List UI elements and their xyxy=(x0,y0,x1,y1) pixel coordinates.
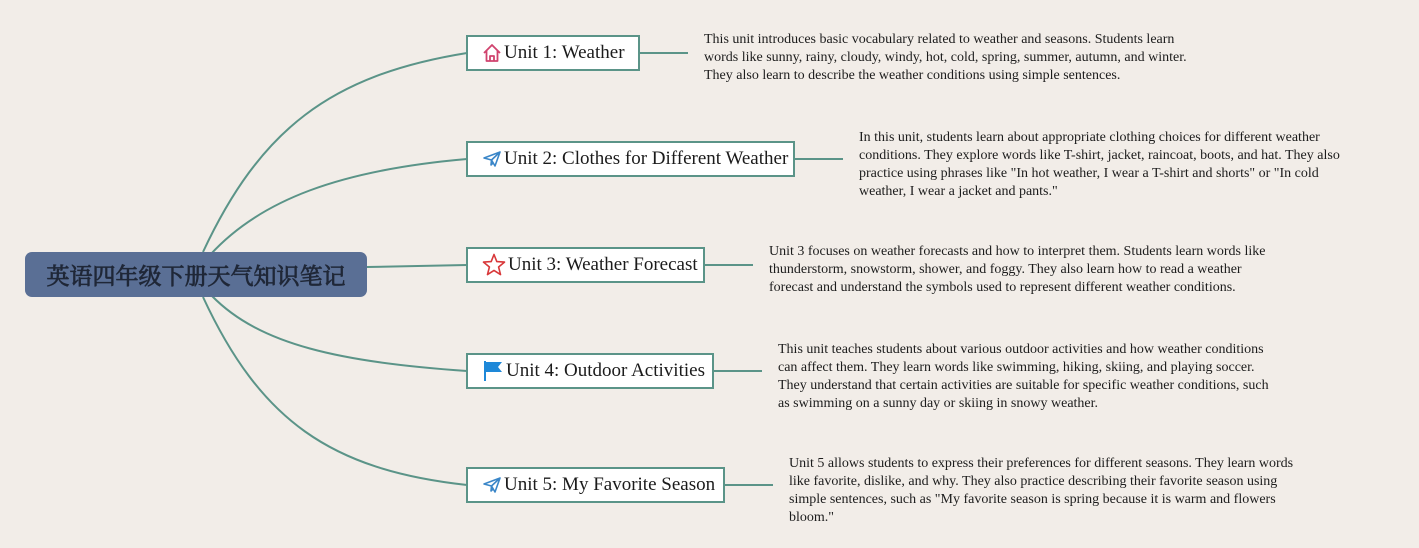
note-unit-5: Unit 5 allows students to express their preferences for different seasons. They learn words like favorite, dislike, and why. They also practice describing their favorite season using simple sentences, such as "My favorite season is spring because it is warm and flowers bloom." xyxy=(789,456,1294,525)
branch-line-unit-3 xyxy=(367,265,467,267)
topic-label: Unit 3: Weather Forecast xyxy=(508,254,698,275)
flag-icon xyxy=(482,359,504,383)
topic-unit-2[interactable] xyxy=(466,141,795,177)
root-topic[interactable] xyxy=(25,252,367,297)
note-unit-1: This unit introduces basic vocabulary related to weather and seasons. Students learn words like sunny, rainy, cloudy, windy, hot, cold, spring, summer, autumn, and winter. They also learn to describe the weather conditions using simple sentences. xyxy=(704,32,1187,83)
topic-unit-5[interactable] xyxy=(466,467,725,503)
star-icon xyxy=(482,253,506,277)
topic-label: Unit 5: My Favorite Season xyxy=(504,474,716,495)
paper-plane-icon xyxy=(482,473,502,497)
topic-unit-3[interactable] xyxy=(466,247,705,283)
root-title: 英语四年级下册天气知识笔记 xyxy=(46,264,346,290)
branch-line-unit-5 xyxy=(203,297,467,485)
note-unit-4: This unit teaches students about various outdoor activities and how weather conditions can affect them. They learn words like swimming, hiking, skiing, and playing soccer. They understand that certain activities are suitable for specific weather conditions, such as swimming on a sunny day or skiing in snowy weather. xyxy=(778,342,1269,411)
topic-unit-4[interactable] xyxy=(466,353,714,389)
note-unit-3: Unit 3 focuses on weather forecasts and how to interpret them. Students learn words like thunderstorm, snowstorm, shower, and foggy. They also learn how to read a weather forecast and understand the symbols used to represent different weather conditions. xyxy=(769,244,1266,295)
paper-plane-icon xyxy=(482,147,502,171)
note-unit-2: In this unit, students learn about appropriate clothing choices for different weather conditions. They explore words like T-shirt, jacket, raincoat, boots, and hat. They also practice using phrases like "In hot weather, I wear a T-shirt and shorts" or "In cold weather, I wear a jacket and pants." xyxy=(859,130,1340,199)
topic-unit-1[interactable] xyxy=(466,35,640,71)
branch-line-unit-4 xyxy=(212,296,467,371)
topic-label: Unit 1: Weather xyxy=(504,42,625,63)
branch-line-unit-1 xyxy=(203,53,467,252)
home-icon xyxy=(482,41,502,65)
topic-label: Unit 2: Clothes for Different Weather xyxy=(504,148,789,169)
topic-label: Unit 4: Outdoor Activities xyxy=(506,360,705,381)
